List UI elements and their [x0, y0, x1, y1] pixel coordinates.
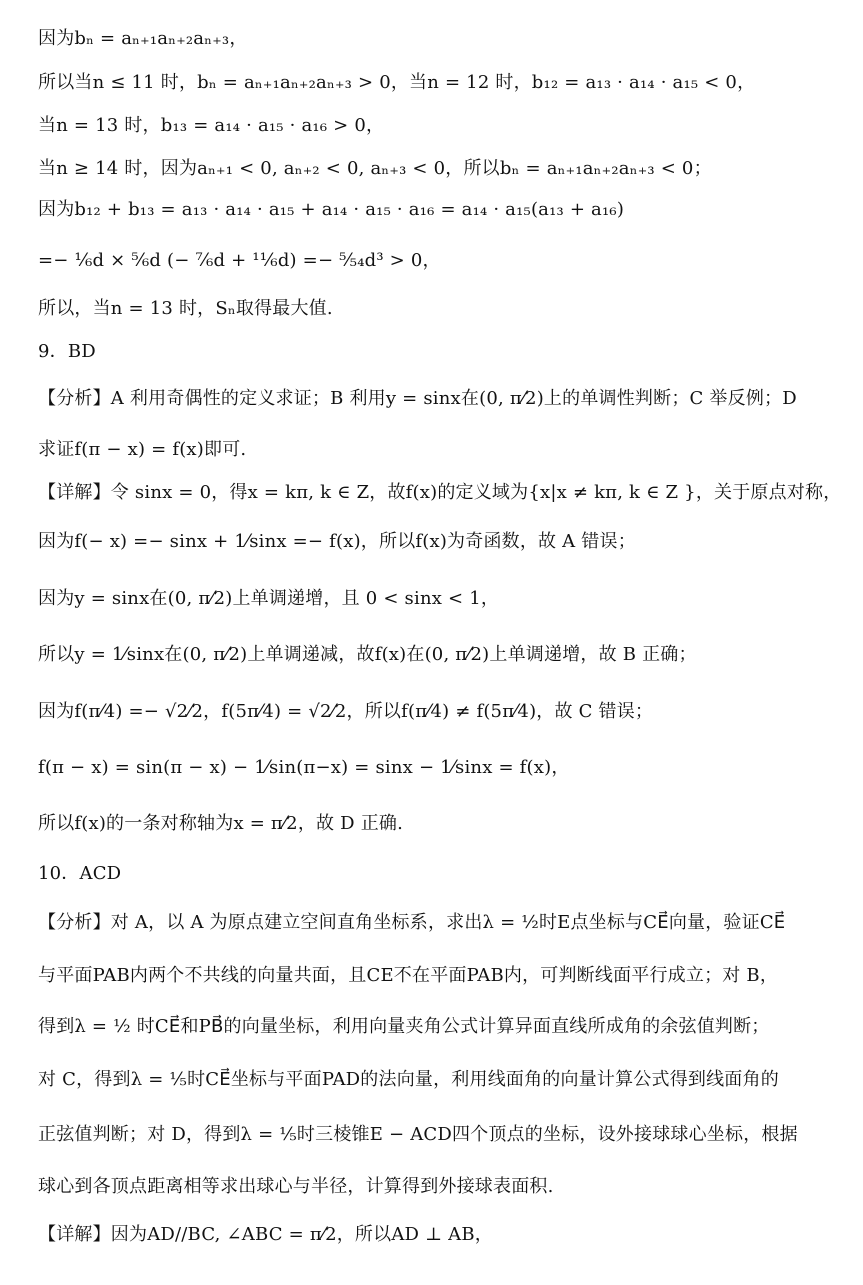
text-line-24: 球心到各顶点距离相等求出球心与半径，计算得到外接球表面积. — [38, 1176, 554, 1197]
text-line-13: 因为y = sinx在(0, π⁄2)上单调递增，且 0 < sinx < 1， — [38, 588, 500, 609]
text-line-1: 因为bₙ = aₙ₊₁aₙ₊₂aₙ₊₃， — [38, 28, 248, 49]
text-line-2: 所以当n ≤ 11 时，bₙ = aₙ₊₁aₙ₊₂aₙ₊₃ > 0，当n = 12 时，b₁₂ = a₁₃ · a₁₄ · a₁₅ < 0， — [38, 72, 756, 93]
text-line-25: 【详解】因为AD//BC, ∠ABC = π⁄2，所以AD ⊥ AB， — [38, 1224, 493, 1245]
section-9-answer: 9．BD — [38, 341, 96, 362]
text-line-17: 所以f(x)的一条对称轴为x = π⁄2，故 D 正确. — [38, 813, 404, 834]
text-line-11: 【详解】令 sinx = 0，得x = kπ, k ∈ Z，故f(x)的定义域为{x|x ≠ kπ, k ∈ Z }，关于原点对称， — [38, 482, 842, 503]
text-line-21: 得到λ = ½ 时CE⃗和PB⃗的向量坐标，利用向量夹角公式计算异面直线所成角的余弦值判断； — [38, 1016, 770, 1037]
text-line-12: 因为f(− x) =− sinx + 1⁄sinx =− f(x)，所以f(x)为奇函数，故 A 错误； — [38, 531, 636, 552]
text-line-23: 正弦值判断；对 D，得到λ = ⅕时三棱锥E − ACD四个顶点的坐标，设外接球球心坐标，根据 — [38, 1124, 798, 1145]
text-line-6: =− ¹⁄₆d × ⁵⁄₆d (− ⁷⁄₆d + ¹¹⁄₆d) =− ⁵⁄₅₄d³ > 0， — [38, 250, 441, 271]
text-line-14: 所以y = 1⁄sinx在(0, π⁄2)上单调递减，故f(x)在(0, π⁄2)上单调递增，故 B 正确； — [38, 644, 697, 665]
text-line-20: 与平面PAB内两个不共线的向量共面，且CE不在平面PAB内，可判断线面平行成立；对 B， — [38, 965, 779, 986]
text-line-10: 求证f(π − x) = f(x)即可. — [38, 439, 247, 460]
text-line-4: 当n ≥ 14 时，因为aₙ₊₁ < 0, aₙ₊₂ < 0, aₙ₊₃ < 0，所以bₙ = aₙ₊₁aₙ₊₂aₙ₊₃ < 0； — [38, 158, 712, 179]
text-line-9: 【分析】A 利用奇偶性的定义求证；B 利用y = sinx在(0, π⁄2)上的单调性判断；C 举反例；D — [38, 388, 797, 409]
text-line-5: 因为b₁₂ + b₁₃ = a₁₃ · a₁₄ · a₁₅ + a₁₄ · a₁₅ · a₁₆ = a₁₄ · a₁₅(a₁₃ + a₁₆) — [38, 199, 625, 220]
text-line-22: 对 C，得到λ = ⅕时CE⃗坐标与平面PAD的法向量，利用线面角的向量计算公式得到线面角的 — [38, 1069, 779, 1090]
text-line-19: 【分析】对 A，以 A 为原点建立空间直角坐标系，求出λ = ½时E点坐标与CE⃗向量，验证CE⃗ — [38, 912, 786, 933]
section-10-answer: 10．ACD — [38, 863, 122, 884]
text-line-16: f(π − x) = sin(π − x) − 1⁄sin(π−x) = sinx − 1⁄sinx = f(x)， — [38, 757, 570, 778]
text-line-7: 所以，当n = 13 时，Sₙ取得最大值. — [38, 298, 333, 319]
text-line-15: 因为f(π⁄4) =− √2⁄2，f(5π⁄4) = √2⁄2，所以f(π⁄4) ≠ f(5π⁄4)，故 C 错误； — [38, 701, 654, 722]
text-line-3: 当n = 13 时，b₁₃ = a₁₄ · a₁₅ · a₁₆ > 0， — [38, 115, 385, 136]
